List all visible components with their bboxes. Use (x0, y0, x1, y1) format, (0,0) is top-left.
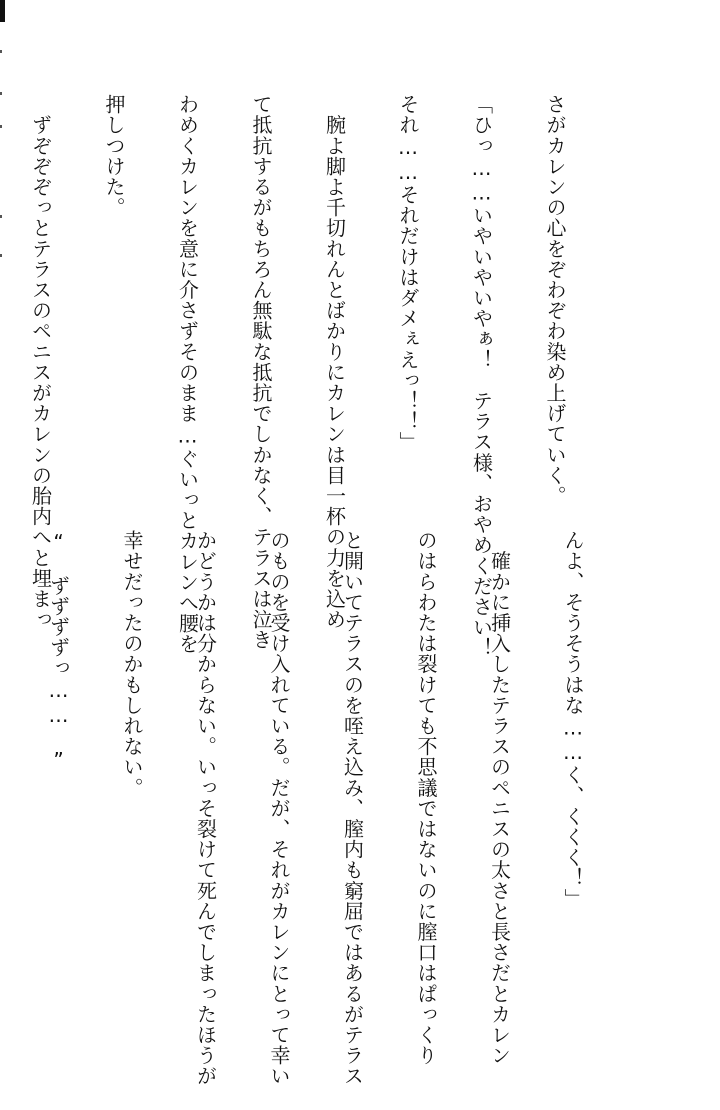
text-line: 腕よ脚よ千切れんとばかりにカレンは目一杯の力を込め (322, 94, 347, 630)
text-line: と開いてテラスのを咥え込み、膣内も窮屈ではあるがテラス (340, 530, 365, 1087)
text-line: て抵抗するがもちろん無駄な抵抗でしかなく、テラスは泣き (249, 94, 273, 651)
text-line: “ ずずずずっ…… ” (46, 530, 71, 773)
text-line: わめくカレンを意に介さずそのまま…ぐいっとカレンへ腰を (175, 94, 200, 655)
text-line: ずぞぞぞっとテラスのペニスがカレンの胎内へと埋まっ (28, 94, 53, 630)
text-block-bottom (0, 530, 634, 1087)
text-line: んよ、そうそうはな……く、くくく！」 (561, 530, 585, 909)
page-edge-mark (0, 0, 5, 22)
text-line: 幸せだったのかもしれない。 (120, 530, 144, 798)
text-line: さがカレンの心をぞわぞわ染め上げていく。 (543, 94, 567, 506)
text-line: のものを受け入れている。だが、それがカレンにとって幸い (267, 530, 291, 1087)
text-line: それ……それだけはダメぇえっ！！」 (396, 94, 420, 453)
text-line: 確かに挿入したテラスのペニスの太さと長さだとカレン (487, 530, 512, 1066)
text-line: のはらわたは裂けても不思議ではないのに膣口はぱっくり (414, 530, 438, 1066)
text-line: かどうかは分からない。いっそ裂けて死んでしまったほうが (193, 530, 218, 1087)
scan-speck (0, 50, 2, 53)
text-line: 「ひっ……いやいやいやぁ！ テラス様、おやめください！ (469, 94, 494, 659)
text-line: 押しつけた。 (102, 94, 126, 218)
